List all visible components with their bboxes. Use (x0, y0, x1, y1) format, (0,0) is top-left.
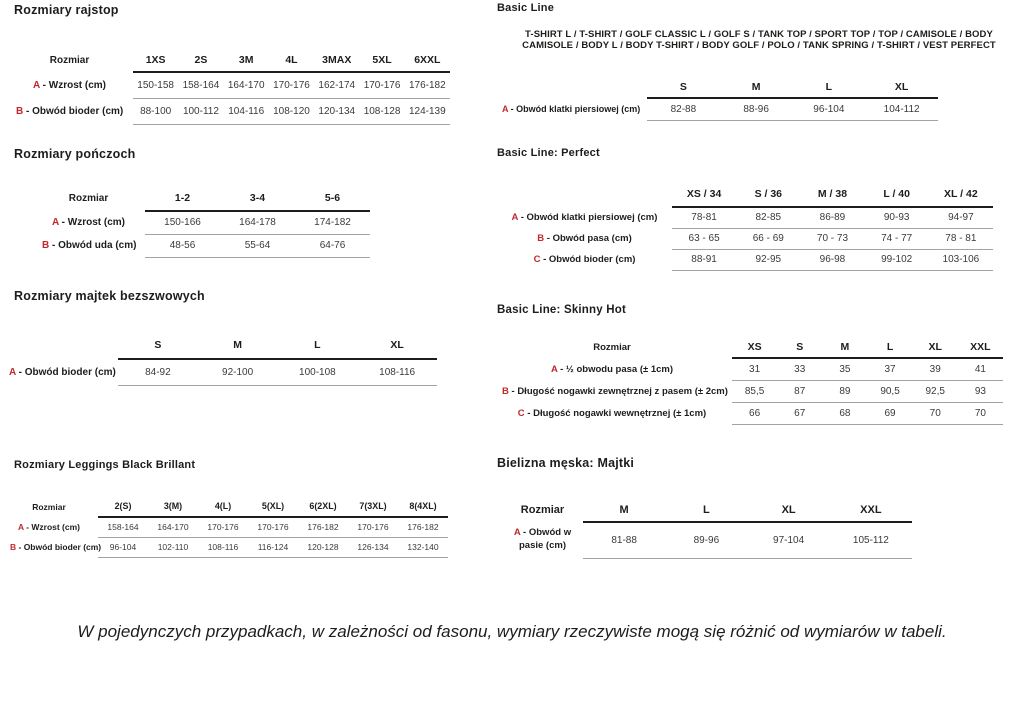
section-basic-line-skinny-hot (497, 304, 991, 419)
corner-label (505, 182, 672, 207)
size-value: 66 - 69 (736, 228, 800, 249)
size-value: 74 - 77 (865, 228, 929, 249)
measurement-row (7, 359, 437, 385)
size-value: 66 (732, 402, 777, 424)
measurement-label: B - Obwód bioder (cm) (16, 105, 124, 117)
size-value: 158-164 (98, 517, 148, 537)
size-column-header: XL (913, 337, 958, 358)
size-value: 170-176 (348, 517, 398, 537)
size-value: 69 (867, 402, 912, 424)
measurement-letter: A (17, 522, 24, 532)
size-column-header: 5-6 (295, 186, 370, 211)
measurement-label: A - Wzrost (cm) (52, 217, 125, 228)
size-value: 132-140 (398, 537, 448, 557)
measurement-letter: B (10, 542, 17, 552)
size-column-header: 2S (178, 48, 223, 72)
section-basic-line (497, 2, 996, 115)
section-title: Basic Line: Perfect (497, 147, 600, 159)
section-title: Rozmiary pończoch (14, 147, 136, 161)
size-table (14, 48, 450, 125)
size-column-header: 4L (269, 48, 314, 72)
size-value: 33 (777, 358, 822, 380)
size-value: 84-92 (118, 359, 198, 385)
size-column-header: 6(2XL) (298, 496, 348, 517)
size-value: 37 (867, 358, 912, 380)
size-value: 170-176 (269, 72, 314, 98)
size-column-header: M (822, 337, 867, 358)
size-value: 108-116 (198, 537, 248, 557)
size-column-header: L (278, 332, 358, 359)
size-value: 99-102 (865, 249, 929, 270)
size-value: 94-97 (929, 207, 993, 228)
size-value: 120-128 (298, 537, 348, 557)
size-value: 170-176 (248, 517, 298, 537)
measurement-letter: B (537, 233, 545, 244)
skinny-hot-size-table (500, 337, 1003, 425)
size-value: 93 (958, 380, 1003, 402)
header-row (40, 186, 370, 211)
size-value: 100-108 (278, 359, 358, 385)
size-column-header: 3(M) (148, 496, 198, 517)
size-value: 97-104 (748, 522, 830, 558)
majtki-bezszwowe-size-table (7, 332, 437, 386)
size-value: 158-164 (178, 72, 223, 98)
measurement-row (40, 234, 370, 257)
size-value: 92-100 (198, 359, 278, 385)
measurement-row (510, 522, 912, 558)
size-column-header: S / 36 (736, 182, 800, 207)
section-rozmiary-rajstop (14, 3, 446, 117)
section-bielizna-meska-majtki (497, 456, 889, 551)
measurement-letter: B (502, 385, 509, 397)
measurement-label: A - Obwód klatki piersiowej (cm) (511, 212, 658, 223)
product-list-line: CAMISOLE / BODY L / BODY T-SHIRT / BODY GOLF / POLO / TANK SPRING / T-SHIRT / VEST PERFECT (522, 40, 996, 51)
size-value: 170-176 (359, 72, 404, 98)
basic-line-size-table (500, 76, 938, 121)
product-list-line: T-SHIRT L / T-SHIRT / GOLF CLASSIC L / GOLF S / TANK TOP / SPORT TOP / TOP / CAMISOLE / BODY (525, 29, 993, 40)
size-value: 41 (958, 358, 1003, 380)
size-value: 164-170 (148, 517, 198, 537)
size-value: 86-89 (800, 207, 864, 228)
header-row (510, 498, 912, 522)
size-value: 92-95 (736, 249, 800, 270)
measurement-row (40, 211, 370, 234)
measurement-label: A - Obwód bioder (cm) (9, 366, 116, 378)
measurement-letter: A (9, 366, 16, 378)
corner-label: Rozmiar (49, 54, 90, 66)
measurement-row (500, 402, 1003, 424)
measurement-label: A - Wzrost (cm) (33, 79, 106, 91)
measurement-label: A - ½ obwodu pasa (± 1cm) (550, 363, 674, 375)
measurement-row (505, 228, 993, 249)
size-column-header: 3M (224, 48, 269, 72)
measurement-label: A - Wzrost (cm) (17, 522, 81, 532)
measurement-letter: A (33, 79, 40, 91)
size-value: 87 (777, 380, 822, 402)
header-row (500, 337, 1003, 358)
header-row (7, 332, 437, 359)
size-column-header: XXL (958, 337, 1003, 358)
measurement-letter: A (513, 527, 521, 539)
size-column-header: 8(4XL) (398, 496, 448, 517)
section-rozmiary-majtek-bezszwowych (9, 289, 416, 378)
measurement-row (505, 249, 993, 270)
size-value: 176-182 (398, 517, 448, 537)
size-value: 48-56 (145, 234, 220, 257)
header-row (500, 76, 938, 98)
size-value: 35 (822, 358, 867, 380)
measurement-letter: A (511, 212, 519, 223)
size-value: 70 - 73 (800, 228, 864, 249)
header-row (505, 182, 993, 207)
size-column-header: M (198, 332, 278, 359)
size-value: 88-100 (133, 98, 178, 124)
measurement-letter: A (550, 363, 558, 375)
size-value: 63 - 65 (672, 228, 736, 249)
size-value: 108-128 (359, 98, 404, 124)
measurement-label: A - Obwód klatki piersiowej (cm) (502, 104, 641, 114)
size-column-header: XL (865, 76, 938, 98)
ponczochy-size-table (40, 186, 370, 258)
size-value: 55-64 (220, 234, 295, 257)
leggings-size-table (8, 496, 448, 558)
section-title: Basic Line (497, 2, 555, 14)
size-value: 126-134 (348, 537, 398, 557)
size-value: 124-139 (405, 98, 450, 124)
size-column-header: XL (357, 332, 437, 359)
size-column-header: M (720, 76, 793, 98)
size-column-header: 6XXL (405, 48, 450, 72)
measurement-letter: A (502, 104, 509, 114)
section-title: Rozmiary rajstop (14, 3, 119, 17)
measurement-label: B - Obwód pasa (cm) (537, 233, 632, 244)
measurement-label: A - Obwód w pasie (cm) (513, 527, 572, 551)
size-value: 92,5 (913, 380, 958, 402)
size-value: 70 (913, 402, 958, 424)
size-value: 170-176 (198, 517, 248, 537)
size-column-header: L (793, 76, 866, 98)
size-value: 174-182 (295, 211, 370, 234)
size-table (7, 332, 437, 386)
size-value: 90,5 (867, 380, 912, 402)
size-value: 88-96 (720, 98, 793, 120)
size-column-header: 4(L) (198, 496, 248, 517)
size-value: 105-112 (830, 522, 912, 558)
size-value: 103-106 (929, 249, 993, 270)
measurement-label: C - Długość nogawki wewnętrznej (± 1cm) (517, 407, 707, 419)
size-column-header: XS / 34 (672, 182, 736, 207)
size-table (510, 498, 912, 559)
size-column-header: M (583, 498, 665, 522)
size-value: 104-116 (224, 98, 269, 124)
measurement-row (500, 380, 1003, 402)
measurement-label: B - Obwód uda (cm) (42, 240, 137, 251)
size-value: 78 - 81 (929, 228, 993, 249)
section-rozmiary-leggings (10, 459, 439, 552)
measurement-row (500, 98, 938, 120)
size-value: 96-104 (793, 98, 866, 120)
size-value: 89 (822, 380, 867, 402)
measurement-row (8, 537, 448, 557)
size-value: 96-104 (98, 537, 148, 557)
size-column-header: L (665, 498, 747, 522)
size-table (40, 186, 370, 258)
size-column-header: 3-4 (220, 186, 295, 211)
size-value: 150-166 (145, 211, 220, 234)
size-value: 108-116 (357, 359, 437, 385)
size-column-header: XS (732, 337, 777, 358)
size-column-header: 7(3XL) (348, 496, 398, 517)
size-value: 150-158 (133, 72, 178, 98)
size-column-header: 3MAX (314, 48, 359, 72)
corner-label (500, 76, 647, 98)
measurement-row (8, 517, 448, 537)
size-column-header: L / 40 (865, 182, 929, 207)
measurement-label: B - Obwód bioder (cm) (10, 542, 102, 552)
size-table (505, 182, 993, 271)
size-value: 89-96 (665, 522, 747, 558)
size-value: 176-182 (298, 517, 348, 537)
corner-label (7, 332, 118, 359)
size-value: 164-178 (220, 211, 295, 234)
size-value: 39 (913, 358, 958, 380)
size-value: 116-124 (248, 537, 298, 557)
rajstopy-size-table (14, 48, 450, 125)
measurement-row (14, 98, 450, 124)
size-table (8, 496, 448, 558)
size-value: 78-81 (672, 207, 736, 228)
measurement-label: B - Długość nogawki zewnętrznej z pasem (± 2cm) (502, 385, 728, 397)
header-row (14, 48, 450, 72)
size-column-header: S (647, 76, 720, 98)
size-column-header: 1XS (133, 48, 178, 72)
section-title: Basic Line: Skinny Hot (497, 304, 627, 316)
size-column-header: 1-2 (145, 186, 220, 211)
size-value: 70 (958, 402, 1003, 424)
section-title: Rozmiary Leggings Black Brillant (14, 459, 196, 471)
size-column-header: 5(XL) (248, 496, 298, 517)
size-column-header: XXL (830, 498, 912, 522)
size-column-header: L (867, 337, 912, 358)
section-basic-line-perfect (497, 147, 980, 265)
size-value: 64-76 (295, 234, 370, 257)
size-value: 108-120 (269, 98, 314, 124)
disclaimer-note: W pojedynczych przypadkach, w zależności od fasonu, wymiary rzeczywiste mogą się różnić od wymiarów w tabeli. (77, 622, 947, 641)
size-column-header: S (777, 337, 822, 358)
size-value: 90-93 (865, 207, 929, 228)
size-column-header: XL / 42 (929, 182, 993, 207)
header-row (8, 496, 448, 517)
measurement-label: C - Obwód bioder (cm) (533, 254, 636, 265)
size-value: 67 (777, 402, 822, 424)
size-value: 85,5 (732, 380, 777, 402)
size-column-header: 5XL (359, 48, 404, 72)
measurement-row (505, 207, 993, 228)
size-value: 100-112 (178, 98, 223, 124)
corner-label: Rozmiar (593, 342, 631, 353)
measurement-letter: A (52, 217, 59, 228)
section-rozmiary-ponczoch (14, 147, 351, 251)
size-value: 164-170 (224, 72, 269, 98)
size-table (500, 76, 938, 121)
measurement-letter: B (16, 105, 24, 117)
size-value: 162-174 (314, 72, 359, 98)
size-value: 120-134 (314, 98, 359, 124)
size-value: 68 (822, 402, 867, 424)
size-value: 176-182 (405, 72, 450, 98)
measurement-row (14, 72, 450, 98)
size-value: 82-88 (647, 98, 720, 120)
basic-line-product-list (500, 29, 1018, 51)
measurement-letter: C (533, 254, 541, 265)
measurement-letter: B (42, 240, 50, 251)
size-column-header: M / 38 (800, 182, 864, 207)
size-value: 81-88 (583, 522, 665, 558)
section-title: Rozmiary majtek bezszwowych (14, 289, 205, 303)
measurement-letter: C (517, 407, 525, 419)
size-value: 96-98 (800, 249, 864, 270)
section-title: Bielizna męska: Majtki (497, 456, 635, 470)
size-value: 82-85 (736, 207, 800, 228)
size-column-header: 2(S) (98, 496, 148, 517)
majtki-meskie-size-table (510, 498, 912, 559)
corner-label: Rozmiar (32, 501, 66, 512)
size-value: 102-110 (148, 537, 198, 557)
size-column-header: S (118, 332, 198, 359)
size-value: 31 (732, 358, 777, 380)
corner-label: Rozmiar (68, 193, 109, 204)
size-value: 88-91 (672, 249, 736, 270)
perfect-size-table (505, 182, 993, 271)
size-table (500, 337, 1003, 425)
measurement-row (500, 358, 1003, 380)
size-column-header: XL (748, 498, 830, 522)
size-value: 104-112 (865, 98, 938, 120)
corner-label: Rozmiar (520, 503, 565, 516)
